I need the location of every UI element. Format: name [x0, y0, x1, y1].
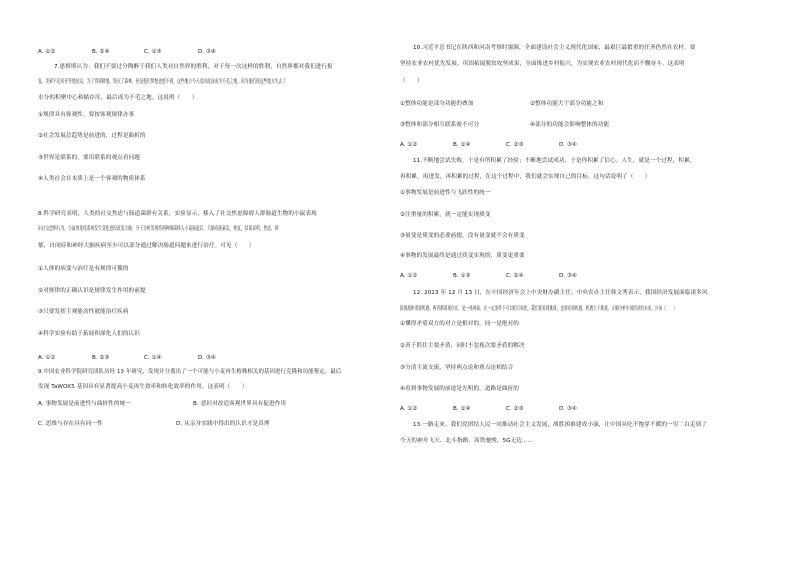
q10-item-4: ④部分的功能会影响整体的功能	[530, 122, 610, 128]
q9-stem-2: 发现 TaWOX5 基因具有显著提高小麦再生效率和转化效率的作用。这表明（ ）	[38, 384, 248, 390]
q9-stem-1: 9.中国农业科学院研究团队历经 13 年研究，发现并分离出了一个可能与小麦再生植株相关的基因进行克隆和功能鉴定，最后	[38, 369, 342, 375]
option-c: C. ①③	[144, 49, 162, 55]
q11-item-3: ③量变是质变的必要前提，没有量变就不会有质变	[400, 233, 525, 239]
q11-item-4: ④事物的发展最终是通过质变实现的，质变更重要	[400, 253, 525, 259]
option-a: A. ①②	[400, 142, 418, 148]
q7-item-4: ④人类社会在本质上是一个客观的物质体系	[38, 176, 146, 182]
q12-item-3: ③分清主流支流，坚持两点论和重点论相结合	[400, 365, 514, 371]
q12-item-2: ②善于抓住主要矛盾，同时不忽视次要矛盾的解决	[400, 343, 525, 349]
q8-item-4: ④科学实验有助于拓展和深化人们的认识	[38, 331, 140, 337]
q9-option-d: D. 从亲身实践中得出的认识才是真理	[176, 421, 270, 427]
q11-stem-1: 11.不断地尝试失败，于是有所积累了经验；不断地尝试成功，于是你积累了信心。人生，就是一个过程，积累，	[413, 158, 696, 164]
q10-stem-2: 坚持农业农村优先发展，巩固拓展脱贫攻坚成果，全面推进乡村振兴，为实现农业农村现代化而不懈奋斗。这表明	[400, 61, 685, 67]
q7-stem-2: 复。美索不达米亚等地居民，为了得到耕地，毁灭了森林，但是他们梦想也想不到，这些地方今天竟因此而成为不毛之地，因为他们使这些地方失去了	[38, 79, 287, 85]
q13-stem-1: 13.一路走来，我们党团结人民一同推动社会主义发展，战胜困难建成小康，让中国从吃不饱穿不暖的一穷二白走到了	[413, 422, 707, 428]
option-d: D. ③④	[559, 406, 577, 412]
q11-options	[400, 273, 700, 280]
q11-stem-2: 再积累，再进发，再积累的过程，在这个过程中，我们就会实现自己的目标。这句话说明了（ ）	[400, 174, 651, 180]
option-a: A. ①②	[38, 355, 56, 361]
q10-stem-3: （ ）	[400, 78, 423, 84]
option-b: B. ②③	[92, 355, 110, 361]
q12-item-4: ④看到事物发展的前途是光明的，道路是曲折的	[400, 386, 519, 392]
option-a: A. ①②	[400, 273, 418, 279]
q8-item-2: ②对规律的正确认识是规律发生作用的前提	[38, 288, 146, 294]
option-b: B. ②④	[92, 49, 110, 55]
q8-stem-3: 郁，自闭症和神经大脑疾病至少可以部分通过解决肠道问题来进行治疗。可见（ ）	[38, 243, 255, 249]
option-b: B. ①③	[453, 273, 471, 279]
q11-item-1: ①事物发展是前进性与飞跃性的统一	[400, 190, 491, 196]
option-d: D. ③④	[198, 49, 216, 55]
q12-options	[400, 406, 700, 413]
q12-stem-1: 12. 2023 年 12 月 13 日，在中国经济年会上中央财办副主任、中央农办主任韩文秀表示，我国经济发展面临诸多风	[413, 290, 708, 296]
option-a: A. ①②	[38, 49, 56, 55]
q7-item-1: ①规律具有客观性，要按客观规律办事	[38, 112, 135, 118]
q9-option-c: C. 思维与存在具有同一性	[38, 421, 103, 427]
option-c: C. ①④	[144, 355, 162, 361]
q10-item-3: ③整体和部分相互联系密不可分	[400, 122, 480, 128]
option-d: D. ③④	[559, 273, 577, 279]
q8-stem-2: 出社交恐惧行为，小鼠的免疫系统发生变化进而改变大脑，分子分析发现将两种细菌移入小鼠肠道后，大脑功能紊乱，恢复，结果表明，焦虑、抑	[38, 226, 279, 232]
q7-stem-1: 7.恩格斯认为：我们不要过分陶醉于我们人类对自然界的胜利，对于每一次这样的胜利，自然界都对我们进行报	[54, 64, 333, 70]
q7-stem-3: 水分的积聚中心和储存库，最后成为不毛之地。这说明（ ）	[38, 95, 198, 101]
option-c: C. ②③	[506, 406, 524, 412]
q6-options	[38, 49, 358, 56]
q12-item-1: ①懂得矛盾双方的对立是相对的，同一是绝对的	[400, 321, 519, 327]
q11-item-2: ②注重量的积累，就一定能实现质变	[400, 212, 491, 218]
q9-option-a: A. 事物发展是前进性与曲折性的统一	[38, 401, 131, 407]
q7-item-2: ②社会发展总趋势是前进的，过程是曲折的	[38, 133, 146, 139]
q10-item-2: ②整体功能大于部分功能之和	[530, 101, 604, 107]
option-a: A. ①②	[400, 406, 418, 412]
q10-options	[400, 142, 700, 149]
option-b: B. ①④	[453, 142, 471, 148]
q9-option-b: B. 意识对改造客观世界具有促进作用	[193, 401, 287, 407]
q8-item-3: ③只要发挥主观能动性就能治疗疾病	[38, 309, 129, 315]
option-d: D. ③④	[559, 142, 577, 148]
q10-item-1: ①整体功能是部分功能的叠加	[400, 101, 474, 107]
q10-stem-1: 10.习近平总书记在陕西和河南考察时强调，全面建设社会主义现代化国家，最艰巨最繁重的任务仍然在农村。要	[413, 45, 696, 51]
q8-item-1: ①人体的病变与治疗是有规律可循的	[38, 266, 129, 272]
option-d: D. ③④	[198, 355, 216, 361]
option-c: C. ②④	[506, 273, 524, 279]
q7-item-3: ③世界是联系的，要用联系的观点看问题	[38, 155, 140, 161]
q8-stem-1: 8.科学研究表明，人类的社交焦虑与肠道菌群有关系，实验显示，移入了社交焦虑障碍人群肠道生物的小鼠表现	[38, 211, 317, 217]
q13-stem-2: 今天的神舟飞天、北斗指路、高铁驰骋，5G无边……	[400, 438, 534, 444]
q8-options	[38, 355, 358, 362]
q12-stem-2: 险挑战和重要机遇，两者都客观存在，是一体两面，在一定条件下可以相互转化，我们要看到挑战，也要看到机遇，机遇大于挑战。正确分析中国经济的未来，应该（ ）	[400, 306, 677, 312]
option-b: B. ①④	[453, 406, 471, 412]
option-c: C. ②③	[506, 142, 524, 148]
